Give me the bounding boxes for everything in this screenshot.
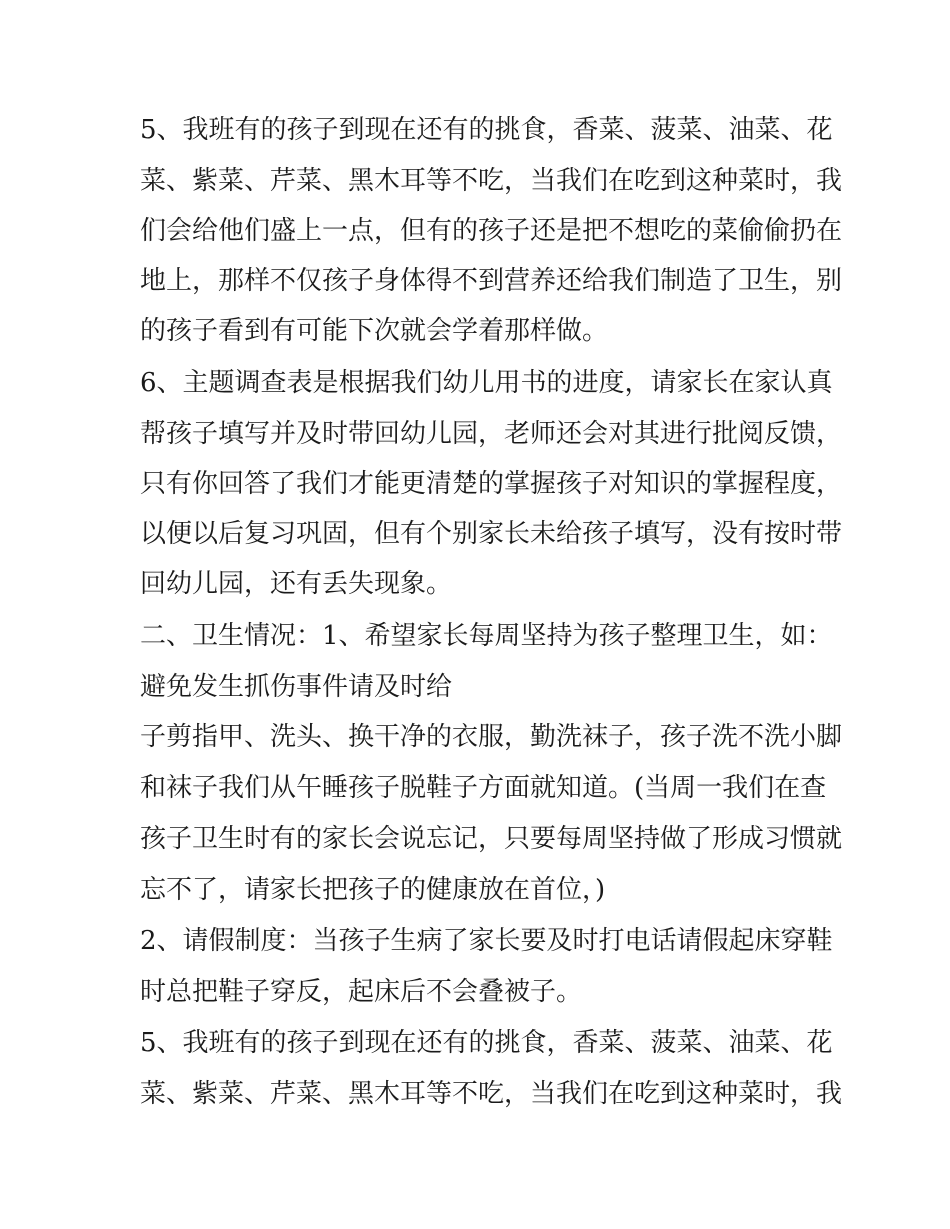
text-line: 只有你回答了我们才能更清楚的掌握孩子对知识的掌握程度， xyxy=(140,469,843,499)
text-line: 子剪指甲、洗头、换干净的衣服，勤洗袜子，孩子洗不洗小脚 xyxy=(140,722,843,752)
text-line: 菜、紫菜、芹菜、黑木耳等不吃，当我们在吃到这种菜时，我 xyxy=(140,1079,843,1109)
text-line: 避免发生抓伤事件请及时给 xyxy=(140,672,453,702)
text-line: 忘不了，请家长把孩子的健康放在首位，) xyxy=(140,875,606,905)
text-line: 孩子卫生时有的家长会说忘记，只要每周坚持做了形成习惯就 xyxy=(140,824,843,854)
text-line: 和袜子我们从午睡孩子脱鞋子方面就知道。(当周一我们在查 xyxy=(140,773,827,803)
text-line: 以便以后复习巩固，但有个别家长未给孩子填写，没有按时带 xyxy=(140,519,843,549)
text-line: 的孩子看到有可能下次就会学着那样做。 xyxy=(140,316,609,346)
text-line: 时总把鞋子穿反，起床后不会叠被子。 xyxy=(140,977,583,1007)
text-line: 2、请假制度：当孩子生病了家长要及时打电话请假起床穿鞋 xyxy=(140,926,833,956)
text-line: 5、我班有的孩子到现在还有的挑食，香菜、菠菜、油菜、花 xyxy=(140,115,833,145)
text-line: 二、卫生情况：1、希望家长每周坚持为孩子整理卫生，如： xyxy=(140,621,833,651)
text-line: 地上，那样不仅孩子身体得不到营养还给我们制造了卫生，别 xyxy=(140,266,843,296)
text-line: 菜、紫菜、芹菜、黑木耳等不吃，当我们在吃到这种菜时，我 xyxy=(140,166,843,196)
text-line: 回幼儿园，还有丢失现象。 xyxy=(140,569,453,599)
text-line: 5、我班有的孩子到现在还有的挑食，香菜、菠菜、油菜、花 xyxy=(140,1028,833,1058)
text-line: 6、主题调查表是根据我们幼儿用书的进度，请家长在家认真 xyxy=(140,368,833,398)
text-line: 帮孩子填写并及时带回幼儿园，老师还会对其进行批阅反馈， xyxy=(140,419,843,449)
text-line: 们会给他们盛上一点，但有的孩子还是把不想吃的菜偷偷扔在 xyxy=(140,216,843,246)
